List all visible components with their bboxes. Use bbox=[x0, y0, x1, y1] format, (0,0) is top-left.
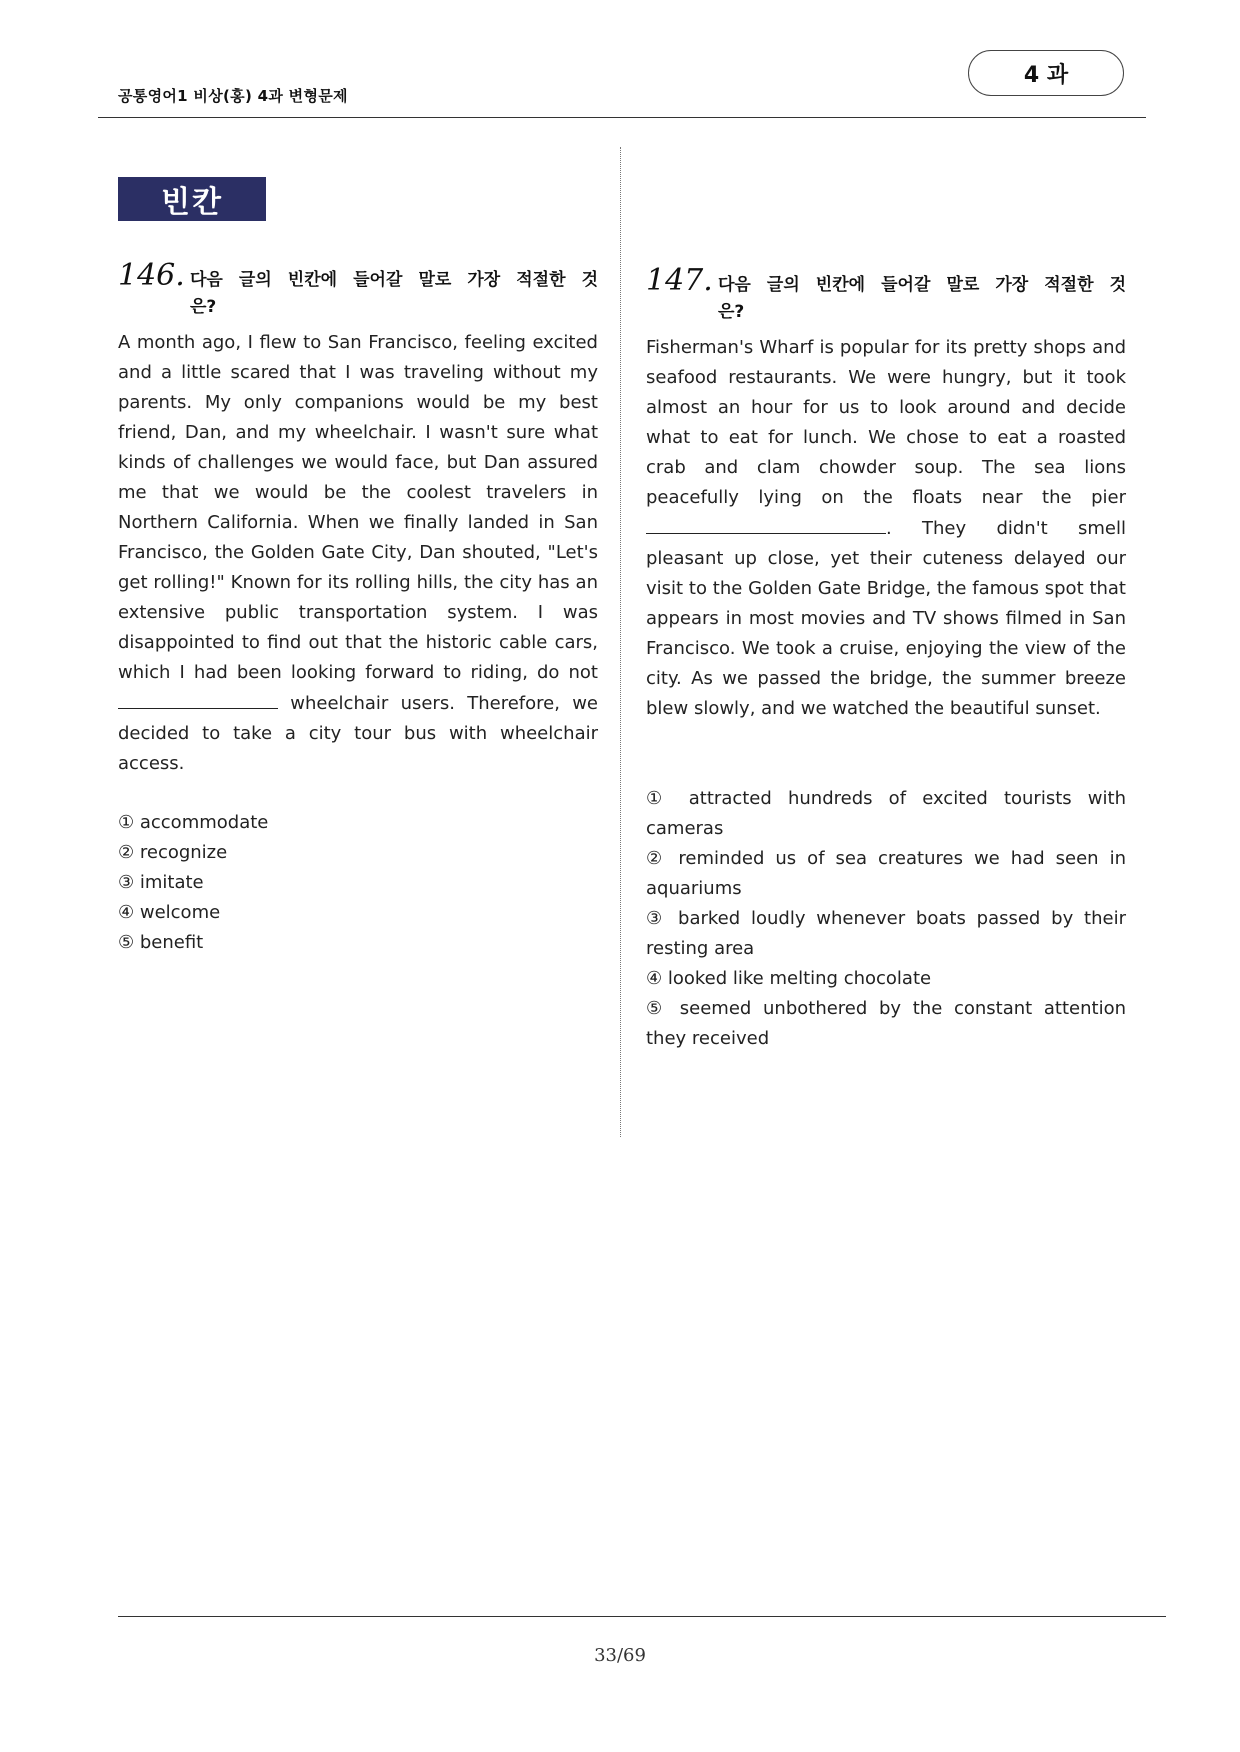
passage-text-continued: wheelchair users. Therefore, we decided to take a city tour bus with wheelchair access. bbox=[118, 693, 598, 774]
question-146-heading bbox=[118, 258, 600, 322]
answer-choice[interactable]: ③ imitate bbox=[118, 872, 204, 893]
passage-text: Fisherman's Wharf is popular for its pretty shops and seafood restaurants. We were hungry, but it took almost an hour for us to look around and decide what to eat for lunch. We chose to eat a roasted crab and clam chowder soup. The sea lions peacefully lying on the floats near the pier bbox=[646, 337, 1126, 508]
question-prompt-continued: 은? bbox=[190, 297, 217, 317]
passage-text: A month ago, I flew to San Francisco, feeling excited and a little scared that I was traveling without my parents. My only companions would be my best friend, Dan, and my wheelchair. I wasn't sure what kinds of challenges we would face, but Dan assured me that we would be the coolest travelers in Northern California. When we finally landed in San Francisco, the Golden Gate City, Dan shouted, "Let's get rolling!" Known for its rolling hills, the city has an extensive public transportation system. I was disappointed to find out that the historic cable cars, which I had been looking forward to riding, do not bbox=[118, 332, 598, 683]
answer-choice[interactable]: ① attracted hundreds of excited tourists with cameras bbox=[646, 788, 1126, 839]
answer-choice[interactable]: ④ welcome bbox=[118, 902, 221, 923]
chapter-badge: 4 과 bbox=[968, 50, 1124, 96]
document-header-title: 공통영어1 비상(홍) 4과 변형문제 bbox=[118, 87, 348, 105]
column-divider bbox=[620, 147, 621, 1137]
answer-choice[interactable]: ④ looked like melting chocolate bbox=[646, 968, 932, 989]
footer-divider bbox=[118, 1616, 1166, 1617]
answer-blank bbox=[646, 513, 886, 534]
answer-choice[interactable]: ⑤ seemed unbothered by the constant attention they received bbox=[646, 998, 1126, 1049]
question-number: 147. bbox=[646, 263, 713, 298]
answer-choice[interactable]: ② reminded us of sea creatures we had seen in aquariums bbox=[646, 848, 1126, 899]
answer-choice[interactable]: ③ barked loudly whenever boats passed by their resting area bbox=[646, 908, 1126, 959]
answer-choice[interactable]: ① accommodate bbox=[118, 812, 269, 833]
answer-blank bbox=[118, 688, 278, 709]
answer-choice[interactable]: ② recognize bbox=[118, 842, 228, 863]
header-divider bbox=[98, 117, 1146, 118]
section-label: 빈칸 bbox=[118, 177, 266, 221]
passage-text-continued: . They didn't smell pleasant up close, yet their cuteness delayed our visit to the Golden Gate Bridge, the famous spot that appears in most movies and TV shows filmed in San Francisco. We took a cruise, enjoying the view of the city. As we passed the bridge, the summer breeze blew slowly, and we watched the beautiful sunset. bbox=[646, 518, 1126, 719]
question-number: 146. bbox=[118, 258, 185, 293]
question-146-choices bbox=[118, 808, 598, 958]
answer-choice[interactable]: ⑤ benefit bbox=[118, 932, 204, 953]
question-147-choices bbox=[646, 784, 1126, 1054]
question-147-passage bbox=[646, 333, 1126, 724]
question-146-passage bbox=[118, 328, 598, 779]
question-prompt: 다음 글의 빈칸에 들어갈 말로 가장 적절한 것 bbox=[718, 275, 1126, 295]
question-147-heading bbox=[646, 263, 1128, 327]
question-prompt: 다음 글의 빈칸에 들어갈 말로 가장 적절한 것 bbox=[190, 270, 598, 290]
question-prompt-continued: 은? bbox=[718, 302, 745, 322]
page-number: 33/69 bbox=[594, 1645, 646, 1666]
